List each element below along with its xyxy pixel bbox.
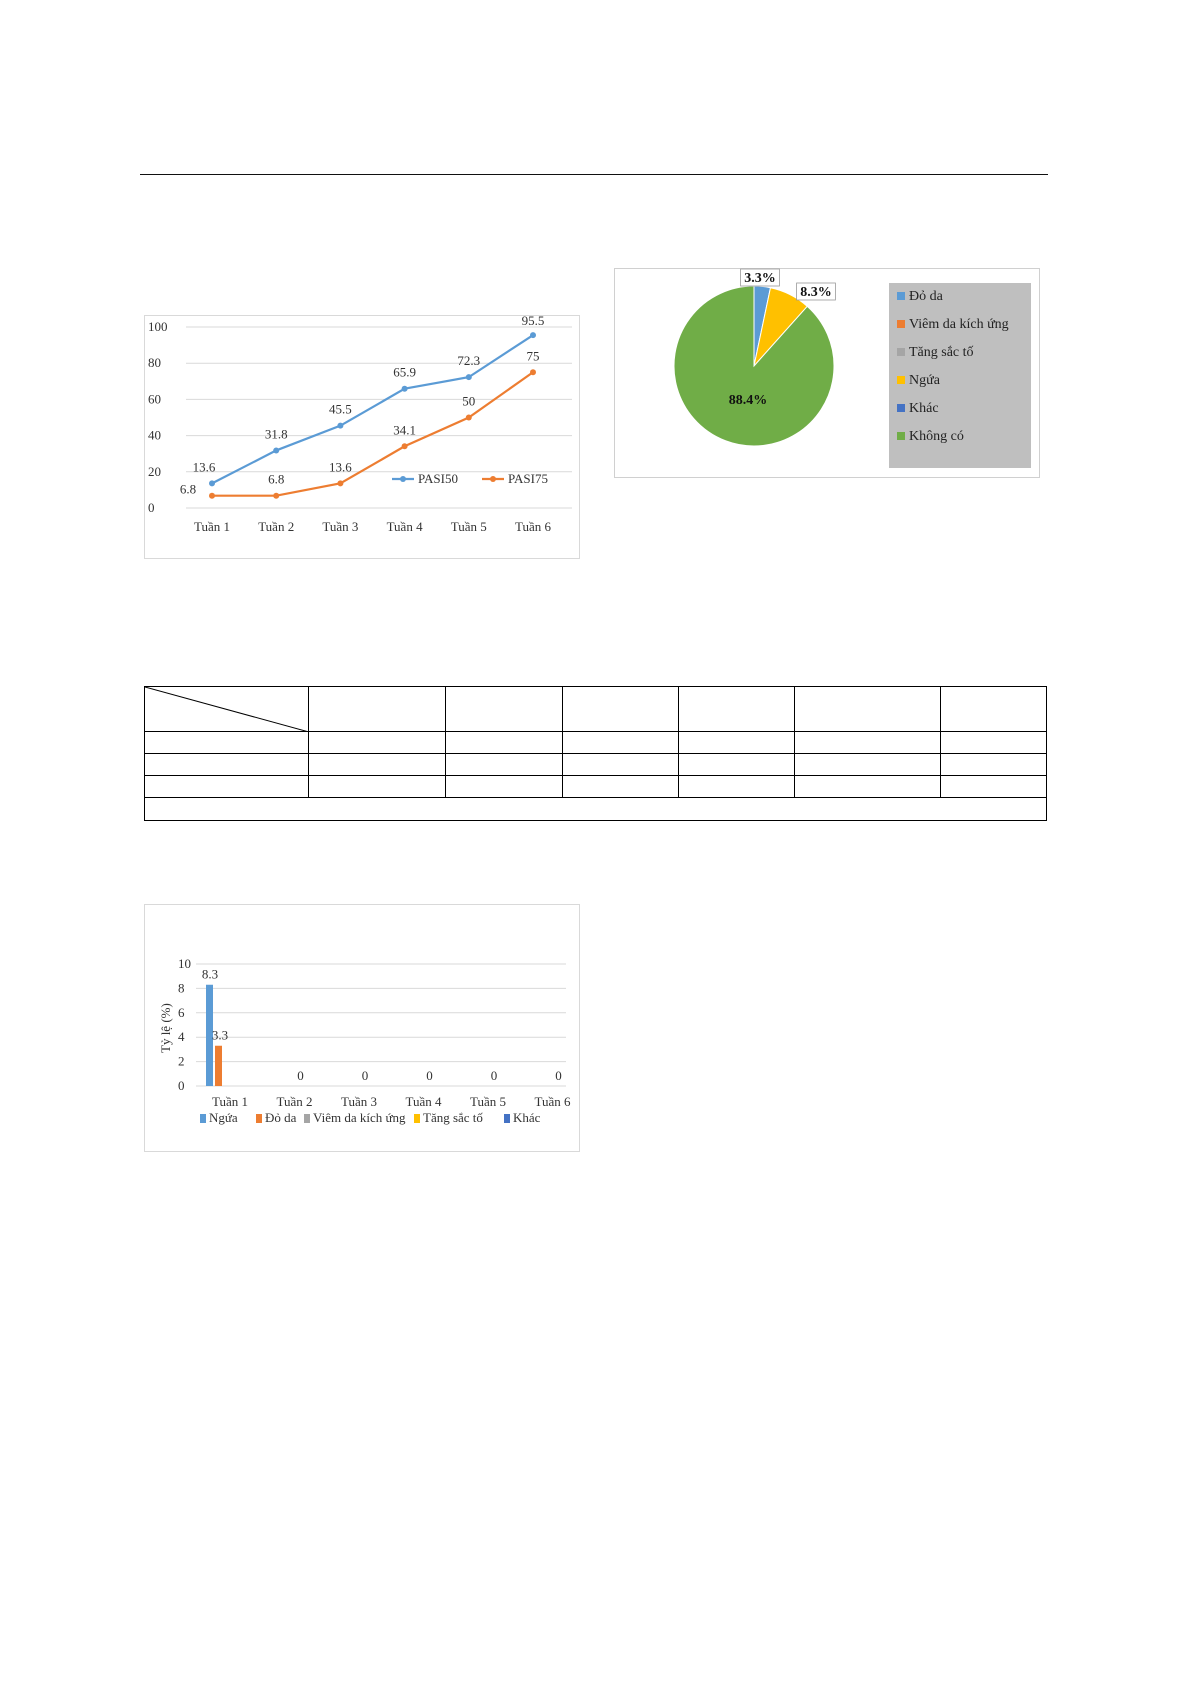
slice-label: 3.3% [744,271,776,286]
legend-label: Đỏ da [265,1110,297,1125]
x-tick-label: Tuần 6 [514,519,552,534]
header-cell [309,687,446,732]
x-tick-label: Tuần 5 [469,1094,507,1109]
legend-label: Viêm da kích ứng [313,1110,406,1125]
y-tick-label: 80 [148,355,161,371]
x-tick-label: Tuần 5 [450,519,487,534]
x-tick-label: Tuần 4 [386,519,423,534]
data-label: 0 [555,1068,562,1083]
bar-chart [144,904,580,1152]
data-point [402,443,408,449]
data-point [209,480,215,486]
x-tick-label: Tuần 3 [322,519,359,534]
data-point [466,374,472,380]
data-label: 8.3 [201,966,219,982]
table-row [145,732,1047,754]
legend-label: PASI50 [418,471,458,486]
pie-chart [614,268,1040,478]
legend-swatch [414,1114,420,1123]
legend-swatch [897,292,905,300]
legend-swatch [897,404,905,412]
legend-label: Không có [909,429,964,444]
legend-swatch [897,320,905,328]
data-label: 0 [361,1068,369,1083]
data-label: 0 [490,1068,498,1083]
slice-label: 8.3% [800,285,832,300]
legend-swatch [897,432,905,440]
x-tick-label: Tuần 2 [276,1094,313,1109]
y-tick-label: 8 [178,980,185,996]
table-row [145,754,1047,776]
legend-label: PASI75 [508,471,548,486]
data-point [530,369,536,375]
x-tick-label: Tuần 3 [340,1094,378,1109]
data-label: 6.8 [179,481,197,497]
legend-swatch [256,1114,262,1123]
legend-label: Tăng sắc tố [909,345,974,360]
legend-swatch [304,1114,310,1123]
data-label: 34.1 [393,422,416,438]
pie-slice [674,286,834,446]
line-chart [144,315,580,559]
header-cell [679,687,795,732]
x-tick-label: Tuần 1 [211,1094,249,1109]
legend-marker [400,476,406,482]
table-row [145,776,1047,798]
data-label: 72.3 [457,353,481,369]
x-tick-label: Tuần 1 [193,519,231,534]
y-tick-label: 20 [148,463,161,479]
data-label: 31.8 [264,426,288,442]
y-tick-label: 0 [148,500,155,515]
data-point [273,447,279,453]
data-point [209,493,215,499]
data-point [337,423,343,429]
y-tick-label: 10 [178,956,191,971]
header-cell [446,687,562,732]
data-point [273,493,279,499]
data-label: 50 [462,393,476,409]
legend-label: Ngứa [209,1110,238,1125]
data-point [337,480,343,486]
table-corner-cell [145,687,309,732]
data-label: 95.5 [521,315,545,329]
table-row [145,798,1047,821]
x-tick-label: Tuần 4 [405,1094,442,1109]
y-tick-label: 4 [178,1029,185,1045]
legend-swatch [200,1114,206,1123]
y-tick-label: 6 [178,1004,185,1020]
data-label: 6.8 [268,471,285,487]
header-rule [140,174,1048,175]
legend-label: Tăng sắc tố [423,1110,483,1125]
y-tick-label: 2 [178,1053,185,1069]
legend-label: Đỏ da [909,289,943,304]
data-label: 75 [526,348,540,364]
legend-swatch [897,348,905,356]
y-tick-label: 40 [148,427,161,443]
data-label: 65.9 [393,364,416,380]
bar [215,1046,222,1086]
header-cell [940,687,1046,732]
data-point [466,415,472,421]
header-cell [795,687,940,732]
y-tick-label: 60 [148,391,161,407]
legend-label: Khác [909,401,939,416]
header-cell [562,687,678,732]
data-label: 45.5 [329,401,352,417]
data-label: 13.6 [192,459,216,475]
data-label: 0 [426,1068,433,1083]
legend-swatch [504,1114,510,1123]
data-label: 0 [297,1068,304,1083]
legend-label: Ngứa [909,373,940,388]
data-point [402,386,408,392]
data-label: 13.6 [329,459,352,475]
y-tick-label: 100 [148,319,168,334]
data-table [144,686,1047,821]
legend-label: Khác [513,1110,541,1125]
corner-diagonal [145,687,309,732]
legend-label: Viêm da kích ứng [909,317,1009,332]
y-tick-label: 0 [178,1078,185,1093]
legend-marker [490,476,496,482]
legend-swatch [897,376,905,384]
y-axis-title: Tỷ lệ (%) [158,1003,173,1053]
x-tick-label: Tuần 6 [534,1094,571,1109]
data-label: 3.3 [211,1027,229,1043]
x-tick-label: Tuần 2 [258,519,295,534]
slice-label: 88.4% [728,393,768,408]
data-point [530,332,536,338]
